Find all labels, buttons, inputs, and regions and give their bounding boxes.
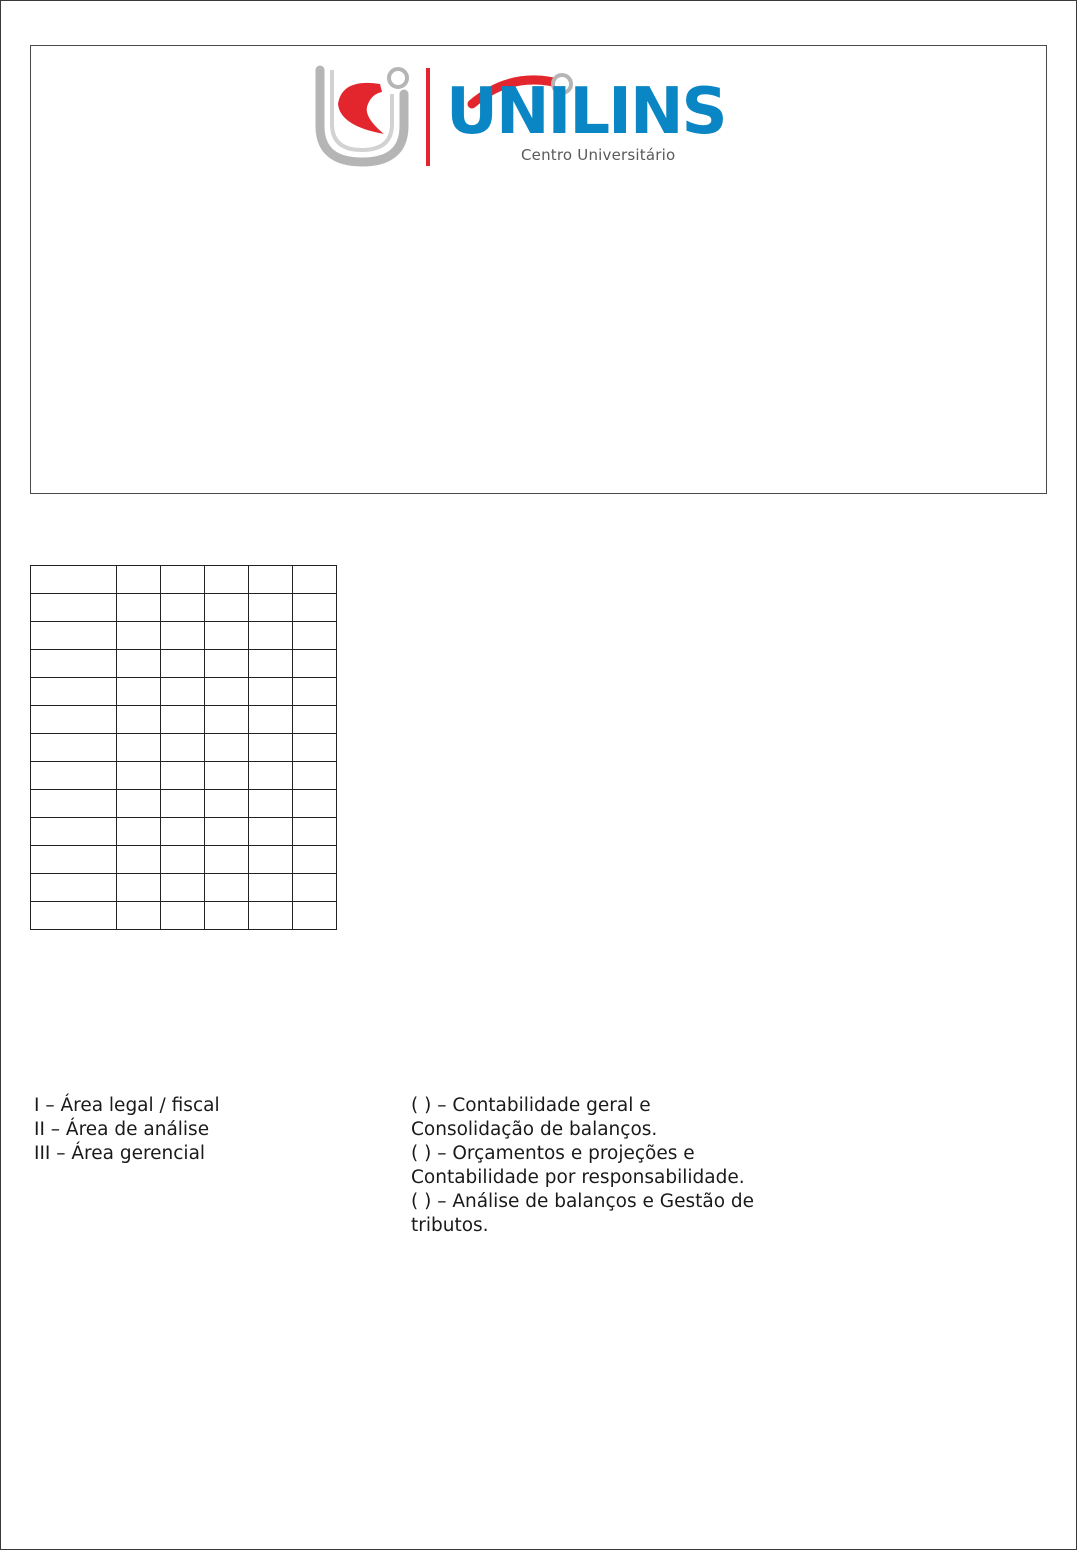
grid-answer-cell[interactable] <box>249 790 293 818</box>
grid-answer-cell[interactable] <box>249 902 293 930</box>
grid-row <box>31 706 337 734</box>
match-line: ( ) – Contabilidade geral e <box>411 1095 651 1116</box>
grid-answer-cell[interactable] <box>249 566 293 594</box>
grid-row <box>31 650 337 678</box>
grid-row <box>31 678 337 706</box>
grid-question-cell[interactable] <box>31 594 117 622</box>
match-line: Consolidação de balanços. <box>411 1119 658 1140</box>
grid-answer-cell[interactable] <box>161 650 205 678</box>
grid-answer-cell[interactable] <box>161 846 205 874</box>
grid-row <box>31 846 337 874</box>
grid-answer-cell[interactable] <box>249 818 293 846</box>
grid-answer-cell[interactable] <box>293 566 337 594</box>
grid-answer-cell[interactable] <box>249 594 293 622</box>
grid-answer-cell[interactable] <box>249 678 293 706</box>
grid-answer-cell[interactable] <box>117 650 161 678</box>
brand-subtitle: Centro Universitário <box>521 146 676 164</box>
grid-answer-cell[interactable] <box>117 790 161 818</box>
grid-answer-cell[interactable] <box>117 566 161 594</box>
area-item-legal: I – Área legal / fiscal <box>34 1095 220 1116</box>
grid-answer-cell[interactable] <box>293 902 337 930</box>
grid-answer-cell[interactable] <box>117 678 161 706</box>
grid-answer-cell[interactable] <box>205 762 249 790</box>
grid-row <box>31 874 337 902</box>
grid-question-cell[interactable] <box>31 650 117 678</box>
grid-answer-cell[interactable] <box>117 902 161 930</box>
grid-answer-cell[interactable] <box>205 622 249 650</box>
grid-question-cell[interactable] <box>31 846 117 874</box>
grid-question-cell[interactable] <box>31 706 117 734</box>
grid-answer-cell[interactable] <box>205 734 249 762</box>
grid-row <box>31 622 337 650</box>
match-line: Contabilidade por responsabilidade. <box>411 1167 745 1188</box>
match-line: ( ) – Orçamentos e projeções e <box>411 1143 695 1164</box>
grid-answer-cell[interactable] <box>161 734 205 762</box>
grid-answer-cell[interactable] <box>117 594 161 622</box>
grid-answer-cell[interactable] <box>249 734 293 762</box>
grid-question-cell[interactable] <box>31 734 117 762</box>
grid-answer-cell[interactable] <box>293 846 337 874</box>
grid-row <box>31 566 337 594</box>
grid-answer-cell[interactable] <box>249 706 293 734</box>
area-item-analise: II – Área de análise <box>34 1119 210 1140</box>
answer-grid <box>30 565 337 930</box>
grid-question-cell[interactable] <box>31 678 117 706</box>
grid-question-cell[interactable] <box>31 790 117 818</box>
grid-answer-cell[interactable] <box>293 706 337 734</box>
grid-answer-cell[interactable] <box>293 734 337 762</box>
grid-answer-cell[interactable] <box>205 678 249 706</box>
grid-answer-cell[interactable] <box>117 762 161 790</box>
grid-answer-cell[interactable] <box>205 846 249 874</box>
grid-answer-cell[interactable] <box>117 846 161 874</box>
area-list <box>34 1094 220 1166</box>
grid-answer-cell[interactable] <box>205 706 249 734</box>
grid-answer-cell[interactable] <box>205 902 249 930</box>
grid-answer-cell[interactable] <box>161 706 205 734</box>
grid-answer-cell[interactable] <box>205 818 249 846</box>
grid-answer-cell[interactable] <box>249 846 293 874</box>
area-item-gerencial: III – Área gerencial <box>34 1143 206 1164</box>
grid-question-cell[interactable] <box>31 874 117 902</box>
grid-answer-cell[interactable] <box>117 706 161 734</box>
grid-answer-cell[interactable] <box>161 790 205 818</box>
grid-question-cell[interactable] <box>31 818 117 846</box>
grid-answer-cell[interactable] <box>293 678 337 706</box>
matching-list <box>411 1094 771 1238</box>
grid-answer-cell[interactable] <box>205 650 249 678</box>
grid-answer-cell[interactable] <box>161 622 205 650</box>
grid-answer-cell[interactable] <box>161 902 205 930</box>
grid-row <box>31 762 337 790</box>
grid-answer-cell[interactable] <box>293 594 337 622</box>
grid-answer-cell[interactable] <box>205 566 249 594</box>
match-line: tributos. <box>411 1215 489 1236</box>
grid-answer-cell[interactable] <box>293 790 337 818</box>
grid-answer-cell[interactable] <box>161 594 205 622</box>
grid-answer-cell[interactable] <box>293 818 337 846</box>
grid-answer-cell[interactable] <box>293 650 337 678</box>
brand-wordmark: UNILINS <box>446 75 726 149</box>
grid-answer-cell[interactable] <box>293 622 337 650</box>
grid-row <box>31 902 337 930</box>
grid-row <box>31 818 337 846</box>
grid-answer-cell[interactable] <box>161 818 205 846</box>
grid-answer-cell[interactable] <box>161 566 205 594</box>
grid-answer-cell[interactable] <box>161 762 205 790</box>
grid-answer-cell[interactable] <box>117 734 161 762</box>
grid-answer-cell[interactable] <box>249 762 293 790</box>
grid-question-cell[interactable] <box>31 902 117 930</box>
grid-question-cell[interactable] <box>31 566 117 594</box>
grid-row <box>31 734 337 762</box>
grid-answer-cell[interactable] <box>161 874 205 902</box>
grid-answer-cell[interactable] <box>249 650 293 678</box>
grid-answer-cell[interactable] <box>205 874 249 902</box>
grid-answer-cell[interactable] <box>293 762 337 790</box>
grid-row <box>31 594 337 622</box>
grid-answer-cell[interactable] <box>117 874 161 902</box>
grid-answer-cell[interactable] <box>249 622 293 650</box>
grid-answer-cell[interactable] <box>161 678 205 706</box>
grid-answer-cell[interactable] <box>205 594 249 622</box>
grid-answer-cell[interactable] <box>293 874 337 902</box>
grid-answer-cell[interactable] <box>117 818 161 846</box>
grid-row <box>31 790 337 818</box>
match-line: ( ) – Análise de balanços e Gestão de <box>411 1191 755 1212</box>
grid-question-cell[interactable] <box>31 762 117 790</box>
grid-answer-cell[interactable] <box>249 874 293 902</box>
grid-answer-cell[interactable] <box>205 790 249 818</box>
grid-question-cell[interactable] <box>31 622 117 650</box>
grid-answer-cell[interactable] <box>117 622 161 650</box>
